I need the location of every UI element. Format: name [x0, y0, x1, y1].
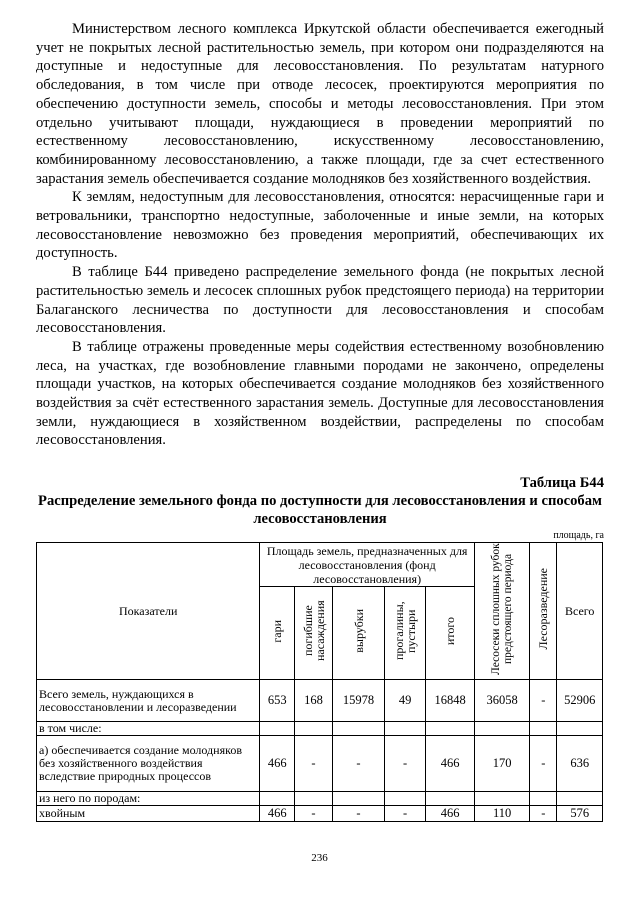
header-lesoseki: Лесосеки сплошных рубок предстоящего периода — [474, 543, 529, 680]
unit-note: площадь, га — [553, 530, 604, 542]
header-vyrubki: вырубки — [332, 587, 384, 680]
page-number: 236 — [311, 852, 328, 864]
table-label: Таблица Б44 — [520, 475, 604, 492]
paragraph-3: В таблице Б44 приведено распределение земельного фонда (не покрытых лесной растительностью земель и лесосек сплошных рубок предстоящего периода) на территории Балаганского лесничества по доступности для лесовосстановления и способам лесовосстановления. — [36, 264, 604, 337]
header-indicators: Показатели — [37, 543, 260, 680]
header-group-area: Площадь земель, предназначенных для лесовосстановления (фонд лесовосстановления) — [260, 543, 475, 587]
table-caption: Распределение земельного фонда по доступности для лесовосстановления и способам лесовосстановления — [38, 493, 602, 528]
header-gari: гари — [260, 587, 295, 680]
paragraph-1: Министерством лесного комплекса Иркутской области обеспечивается ежегодный учет не покрытых лесной растительностью земель, при котором они подразделяются на доступные и недоступные для лесовосстановления. По результатам натурного обследования, в том числе при отводе лесосек, проектируются мероприятия по обеспечению доступности земель, способы и методы лесовосстановления. При этом отдельно учитывают площади, нуждающиеся в проведении мероприятий по естественному лесовосстановлению, искусственному лесовосстановлению, комбинированному лесовосстановлению, а также площади, где за счет естественного зарастания земель обеспечивается создание молодняков без хозяйственного воздействия. — [36, 21, 604, 187]
document-page — [36, 20, 604, 822]
header-progaliny: прогалины, пустыри — [385, 587, 426, 680]
paragraph-2: К землям, недоступным для лесовосстановления, относятся: нерасчищенные гари и ветровальники, транспортно недоступные, заболоченные и иные земли, на которых лесовосстановление невозможно без проведения мероприятий, обеспечивающих их доступность. — [36, 189, 604, 262]
table-row: Всего земель, нуждающихся в лесовосстановлении и лесоразведении 653 168 15978 49 16848 36058 - 52906 — [37, 680, 603, 722]
land-fund-table — [36, 542, 603, 822]
table-row: а) обеспечивается создание молодняков без хозяйственного воздействия вследствие природных процессов 466 - - - 466 170 - 636 — [37, 736, 603, 792]
table-row: из него по породам: — [37, 792, 603, 806]
header-itogo: итого — [426, 587, 475, 680]
paragraph-4: В таблице отражены проведенные меры содействия естественному возобновлению леса, на участках, где возобновление главными породами не закончено, определены площади участков, на которых обеспечивается создание молодняков без хозяйственного воздействия за счёт естественного зарастания земель. Доступные для лесовосстановления земли, нуждающиеся в хозяйственном воздействии, распределены по способам лесовосстановления. — [36, 338, 604, 449]
header-lesorazvedenie: Лесоразведение — [530, 543, 557, 680]
table-row: хвойным 466 - - - 466 110 - 576 — [37, 806, 603, 822]
header-pogibshie: погибшие насаждения — [295, 587, 333, 680]
header-total: Всего — [557, 543, 603, 680]
table-row: в том числе: — [37, 722, 603, 736]
